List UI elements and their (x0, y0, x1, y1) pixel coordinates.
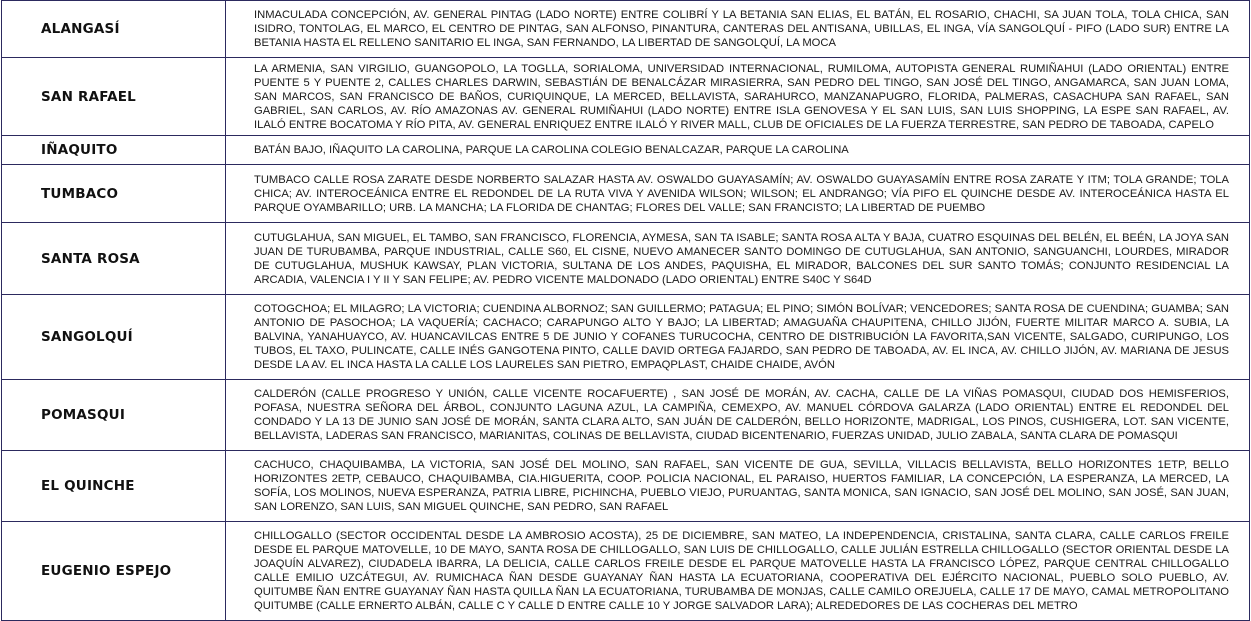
zone-list: CUTUGLAHUA, SAN MIGUEL, EL TAMBO, SAN FRANCISCO, FLORENCIA, AYMESA, SAN TA ISABLE; SANTA ROSA ALTA Y BAJA, CUATRO ESQUINAS DEL BELÉN, EL BEÉN, LA JOYA SAN JUAN DE TURUBAMBA, PARQUE INDUSTRIAL, CALLE S60, EL CISNE, NUEVO AMANECER SANTO DOMINGO DE CUTUGLAHUA, SAN ANTONIO, SANGUANCHI, LOURDES, MIRADOR DE CUTUGLAHUA, MUSHUK KAWSAY, PLAN VICTORIA, SULTANA DE LOS ANDES, PAQUISHA, EL MIRADOR, BALCONES DEL SUR SANTO TOMÁS; CONJUNTO RESIDENCIAL LA ARCADIA, VALENCIA I Y II Y SAN FELIPE; AV. PEDRO VICENTE MALDONADO (LADO ORIENTAL) ENTRE S40C Y S64D (226, 223, 1250, 295)
zone-list: LA ARMENIA, SAN VIRGILIO, GUANGOPOLO, LA TOGLLA, SORIALOMA, UNIVERSIDAD INTERNACIONAL, RUMILOMA, AUTOPISTA GENERAL RUMIÑAHUI (LADO ORIENTAL) ENTRE PUENTE 5 Y PUENTE 2, CALLES CHARLES DARWIN, SEBASTIÁN DE BENALCÁZAR MIRASIERRA, SAN PEDRO DEL TINGO, SAN JOSÉ DEL TINGO, ANGAMARCA, SAN JUAN LOMA, SAN MARCOS, SAN FRANCISCO DE BAÑOS, CURIQUINQUE, LA MERCED, BELLAVISTA, SARAHURCO, MANZANAPUGRO, FLORIDA, PALMERAS, CASACHUPA SAN RAFAEL, SAN GABRIEL, SAN CARLOS, AV. RÍO AMAZONAS AV. GENERAL RUMIÑAHUI (LADO NORTE) ENTRE ISLA GENOVESA Y EL SAN LUIS, SAN LUIS SHOPPING, LA ESPE SAN RAFAEL, AV. ILALÓ ENTRE BOCATOMA Y RÍO PITA, AV. GENERAL ENRIQUEZ ENTRE ILALÓ Y RIVER MALL, CLUB DE OFICIALES DE LA FUERZA TERRESTRE, SAN PEDRO DE TABOADA, CAPELO (226, 58, 1250, 136)
zone-list: CALDERÓN (CALLE PROGRESO Y UNIÓN, CALLE VICENTE ROCAFUERTE) , SAN JOSÉ DE MORÁN, AV. CACHA, CALLE DE LA VIÑAS POMASQUI, CIUDAD DOS HEMISFERIOS, POFASA, NUESTRA SEÑORA DEL ÁRBOL, CONJUNTO LAGUNA AZUL, LA CAMPIÑA, CEMEXPO, AV. MANUEL CÓRDOVA GALARZA (LADO ORIENTAL) ENTRE EL REDONDEL DEL CONDADO Y LA 13 DE JUNIO SAN JOSÉ DE MORÁN, SANTA CLARA ALTO, SAN JUÁN DE CALDERÓN, BELLO HORIZONTE, MADRIGAL, LOS PINOS, CUSHIGERA, LOT. SAN VICENTE, BELLAVISTA, LADERAS SAN FRANCISCO, MARIANITAS, COLINAS DE BELLAVISTA, CIUDAD BICENTENARIO, FUERZAS UNIDAD, JULIO ZABALA, SANTA CLARA DE POMASQUI (226, 380, 1250, 451)
sectors-table (1, 0, 1250, 621)
zone-list: TUMBACO CALLE ROSA ZARATE DESDE NORBERTO SALAZAR HASTA AV. OSWALDO GUAYASAMÍN; AV. OSWALDO GUAYASAMÍN ENTRE ROSA ZARATE Y ITM; TOLA GRANDE; TOLA CHICA; AV. INTEROCEÁNICA ENTRE EL REDONDEL DE LA RUTA VIVA Y AVENIDA WILSON; WILSON; EL ANDRANGO; VÍA PIFO EL QUINCHE DESDE AV. INTEROCEÁNICA HASTA EL PARQUE OYAMBARILLO; URB. LA MANCHA; LA FLORIDA DE CHANTAG; FLORES DEL VALLE; SAN FRANCISTO; LA LIBERTAD DE PUEMBO (226, 165, 1250, 223)
parish-name: EUGENIO ESPEJO (2, 522, 226, 621)
parish-name: IÑAQUITO (2, 136, 226, 165)
parish-name: SANTA ROSA (2, 223, 226, 295)
parish-name: SAN RAFAEL (2, 58, 226, 136)
table-row (2, 223, 1250, 295)
table-row (2, 380, 1250, 451)
table-row (2, 165, 1250, 223)
parish-name: POMASQUI (2, 380, 226, 451)
parish-name: EL QUINCHE (2, 451, 226, 522)
table-row (2, 451, 1250, 522)
parish-name: TUMBACO (2, 165, 226, 223)
parish-name: SANGOLQUÍ (2, 295, 226, 380)
table-row (2, 1, 1250, 58)
zone-list: CHILLOGALLO (SECTOR OCCIDENTAL DESDE LA AMBROSIO ACOSTA), 25 DE DICIEMBRE, SAN MATEO, LA INDEPENDENCIA, CRISTALINA, SANTA CLARA, CALLE CARLOS FREILE DESDE EL PARQUE MATOVELLE, 10 DE MAYO, SANTA ROSA DE CHILLOGALLO, SAN LUIS DE CHILLOGALLO, CALLE JULIÁN ESTRELLA CHILLOGALLO (SECTOR ORIENTAL DESDE LA JOAQUÍN ALVAREZ), CIUDADELA IBARRA, LA DELICIA, CALLE CARLOS FREILE DESDE EL PARQUE MATOVELLE HASTA LA FRANCISCO LÓPEZ, PARQUE CENTRAL CHILLOGALLO CALLE EMILIO UZCÁTEGUI, AV. RUMICHACA ÑAN DESDE GUAYANAY ÑAN HASTA LA ECUATORIANA, COOPERATIVA DEL EJÉRCITO NACIONAL, PUEBLO SOLO PUEBLO, AV. QUITUMBE ÑAN ENTRE GUAYANAY ÑAN HASTA QUILLA ÑAN LA ECUATORIANA, TURUBAMBA DE MONJAS, CALLE CAMILO OREJUELA, CALLE 17 DE MAYO, CAMAL METROPOLITANO QUITUMBE (CALLE ERNERTO ALBÁN, CALLE C Y CALLE D ENTRE CALLE 10 Y JORGE SALVADOR LARA); ALREDEDORES DE LAS COCHERAS DEL METRO (226, 522, 1250, 621)
zone-list: CACHUCO, CHAQUIBAMBA, LA VICTORIA, SAN JOSÉ DEL MOLINO, SAN RAFAEL, SAN VICENTE DE GUA, SEVILLA, VILLACIS BELLAVISTA, BELLO HORIZONTES 1ETP, BELLO HORIZONTES 2ETP, CEBAUCO, CHAQUIBAMBA, CIA.HIGUERITA, COOP. POLICIA NACIONAL, EL PARAISO, HUERTOS FAMILIAR, LA CONCEPCIÓN, LA ESPERANZA, LA MERCED, LA SOFÍA, LOS MOLINOS, NUEVA ESPERANZA, PATRIA LIBRE, PICHINCHA, PUEBLO VIEJO, PURUANTAG, SANTA MONICA, SAN IGNACIO, SAN JOSÉ DEL MOLINO, SAN JOSÉ, SAN JUAN, SAN LORENZO, SAN LUIS, SAN MIGUEL QUINCHE, SAN PEDRO, SAN RAFAEL (226, 451, 1250, 522)
zone-list: COTOGCHOA; EL MILAGRO; LA VICTORIA; CUENDINA ALBORNOZ; SAN GUILLERMO; PATAGUA; EL PINO; SIMÓN BOLÍVAR; VENCEDORES; SANTA ROSA DE CUENDINA; GUAMBA; SAN ANTONIO DE PASOCHOA; LA VAQUERÍA; CACHACO; CARAPUNGO ALTO Y BAJO; LA LIBERTAD; AMAGUAÑA CHAUPITENA, CHILLO JIJÓN, FUERTE MILITAR MARCO A. SUBIA, LA BALVINA, YANAHUAYCO, AV. HUANCAVILCAS ENTRE 5 DE JUNIO Y COFANES TURUCOCHA, CENTRO DE DISTRIBUCIÓN LA FAVORITA,SAN VICENTE, SALGADO, CURIPUNGO, LOS TUBOS, EL TAXO, PULINCATE, CALLE INÉS GANGOTENA PINTO, CALLE DAVID ORTEGA FAJARDO, SAN PEDRO DE TABOADA, AV. EL INCA, AV. CHILLO JIJÓN, AV. MARIANA DE JESUS DESDE LA AV. EL INCA HASTA LA CALLE LOS LAURELES SAN PIETRO, EMPAQPLAST, CHAIDE CHAIDE, AVÓN (226, 295, 1250, 380)
parish-name: ALANGASÍ (2, 1, 226, 58)
table-row (2, 58, 1250, 136)
zone-list: INMACULADA CONCEPCIÓN, AV. GENERAL PINTAG (LADO NORTE) ENTRE COLIBRÍ Y LA BETANIA SAN ELIAS, EL BATÁN, EL ROSARIO, CHACHI, SA JUAN TOLA, TOLA CHICA, SAN ISIDRO, TONTOLAG, EL MARCO, EL CENTRO DE PINTAG, SAN ALFONSO, PINANTURA, CANTERAS DEL ANTISANA, UBILLAS, EL INGA, VÍA SANGOLQUÍ - PIFO (LADO SUR) ENTRE LA BETANIA HASTA EL RELLENO SANITARIO EL INGA, SAN FERNANDO, LA LIBERTAD DE SANGOLQUÍ, LA MOCA (226, 1, 1250, 58)
table-row (2, 136, 1250, 165)
zone-list: BATÁN BAJO, IÑAQUITO LA CAROLINA, PARQUE LA CAROLINA COLEGIO BENALCAZAR, PARQUE LA CAROLINA (226, 136, 1250, 165)
table-row (2, 522, 1250, 621)
table-row (2, 295, 1250, 380)
